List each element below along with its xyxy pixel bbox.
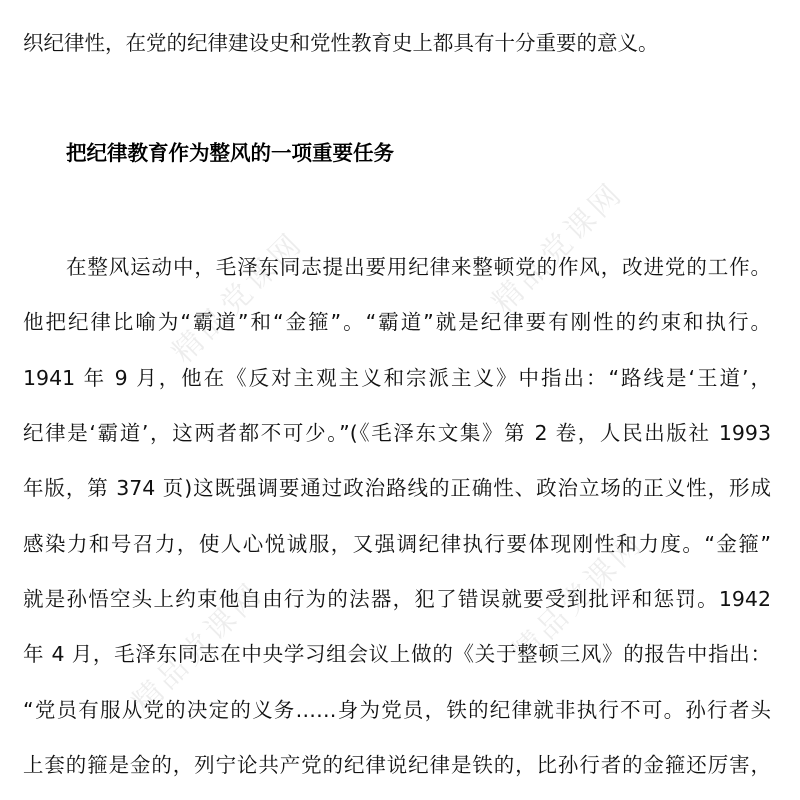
paragraph-line: 1941 年 9 月，他在《反对主观主义和宗派主义》中指出：“路线是‘王道’， — [23, 366, 771, 390]
paragraph-line: 年 4 月，毛泽东同志在中央学习组会议上做的《关于整顿三风》的报告中指出： — [23, 642, 771, 666]
watermark: 精品党课网 — [505, 525, 651, 671]
paragraph-line: 就是孙悟空头上约束他自由行为的法器，犯了错误就要受到批评和惩罚。1942 — [23, 587, 771, 611]
paragraph-line: 他把纪律比喻为“霸道”和“金箍”。“霸道”就是纪律要有刚性的约束和执行。 — [23, 310, 771, 334]
watermark: 精品党课网 — [165, 225, 311, 371]
watermark: 精品党课网 — [125, 575, 271, 721]
paragraph-line: 在整风运动中，毛泽东同志提出要用纪律来整顿党的作风，改进党的工作。 — [66, 255, 771, 279]
section-heading: 把纪律教育作为整风的一项重要任务 — [66, 141, 394, 165]
paragraph-line: 织纪律性，在党的纪律建设史和党性教育史上都具有十分重要的意义。 — [23, 31, 659, 55]
paragraph-line: 感染力和号召力，使人心悦诚服，又强调纪律执行要体现刚性和力度。“金箍” — [23, 532, 771, 556]
paragraph-line: 纪律是‘霸道’，这两者都不可少。”(《毛泽东文集》第 2 卷，人民出版社 1993 — [23, 421, 771, 445]
paragraph-line: 年版，第 374 页)这既强调要通过政治路线的正确性、政治立场的正义性，形成 — [23, 476, 771, 500]
paragraph-line: “党员有服从党的决定的义务……身为党员，铁的纪律就非执行不可。孙行者头 — [23, 698, 771, 722]
paragraph-line: 上套的箍是金的，列宁论共产党的纪律说纪律是铁的，比孙行者的金箍还厉害， — [23, 753, 771, 777]
watermark: 精品党课网 — [485, 175, 631, 321]
